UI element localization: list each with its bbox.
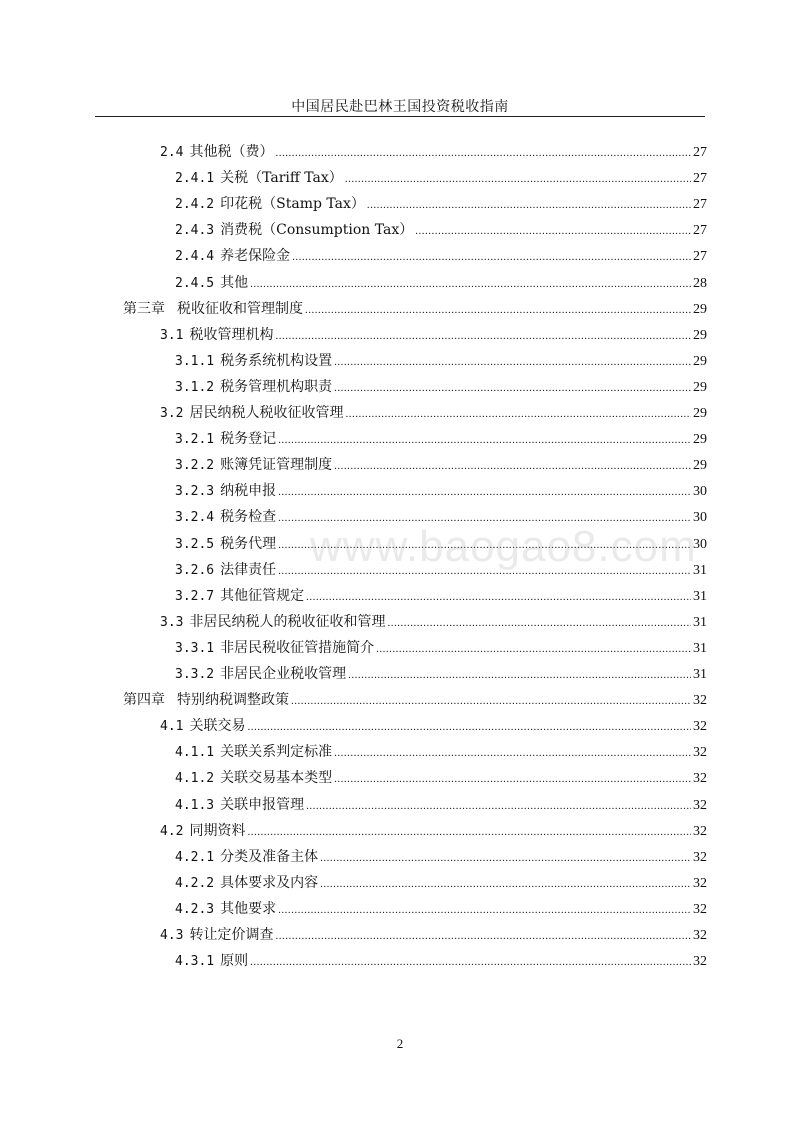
toc-entry[interactable] (160, 819, 707, 843)
toc-entry-number: 3.2.5 (175, 536, 215, 552)
toc-leader-dots (247, 820, 691, 844)
toc-entry-title: 法律责任 (220, 561, 277, 578)
toc-entry-number: 4.3 (160, 928, 184, 943)
toc-entry-number: 第四章 (123, 692, 165, 709)
toc-entry-number: 3.2.4 (175, 510, 215, 526)
toc-entry-title: 非居民税收征管措施简介 (220, 639, 375, 656)
toc-entry[interactable] (175, 166, 707, 190)
toc-entry-page: 29 (693, 301, 707, 317)
toc-entry-title: 税务检查 (220, 509, 277, 526)
toc-leader-dots (278, 428, 691, 452)
toc-entry-title: 税收管理机构 (189, 326, 274, 343)
toc-entry-number: 第三章 (123, 300, 165, 317)
toc-entry-title: 转让定价调查 (189, 927, 274, 943)
toc-leader-dots (250, 950, 691, 974)
toc-entry[interactable] (175, 375, 707, 399)
toc-entry[interactable] (175, 662, 707, 686)
toc-leader-dots (334, 350, 691, 374)
toc-leader-dots (376, 637, 691, 661)
toc-entry[interactable] (123, 297, 707, 321)
toc-entry-number: 3.3.1 (175, 640, 215, 656)
toc-entry-page: 29 (693, 353, 707, 369)
toc-entry-title: 印花税（Stamp Tax） (220, 196, 365, 213)
toc-entry[interactable] (175, 636, 707, 660)
toc-entry-page: 27 (693, 197, 707, 213)
toc-entry-page: 31 (693, 614, 707, 630)
toc-entry[interactable] (160, 714, 707, 738)
toc-leader-dots (275, 324, 691, 348)
toc-entry-title: 非居民纳税人的税收征收和管理 (189, 613, 386, 630)
toc-entry-page: 32 (693, 745, 707, 761)
toc-leader-dots (278, 898, 691, 922)
toc-entry-title: 原则 (220, 953, 249, 970)
toc-leader-dots (345, 402, 691, 426)
toc-entry[interactable] (175, 271, 707, 295)
toc-entry-title: 关税（Tariff Tax） (220, 170, 343, 187)
toc-entry-page: 32 (693, 875, 707, 891)
toc-entry-title: 非居民企业税收管理 (220, 666, 347, 682)
toc-entry-number: 3.2.6 (175, 562, 215, 578)
toc-entry-number: 4.2.3 (175, 901, 215, 917)
toc-entry-title: 账簿凭证管理制度 (220, 457, 333, 474)
toc-entry-page: 30 (693, 484, 707, 500)
toc-entry-page: 32 (693, 849, 707, 865)
toc-entry-page: 29 (693, 327, 707, 343)
toc-leader-dots (320, 872, 691, 896)
toc-entry-title: 关联交易基本类型 (220, 770, 333, 787)
toc-entry-number: 4.1.2 (175, 771, 215, 787)
toc-leader-dots (292, 245, 691, 269)
toc-leader-dots (278, 480, 691, 504)
toc-entry-page: 29 (693, 379, 707, 395)
toc-leader-dots (291, 689, 691, 713)
toc-entry-number: 3.2.3 (175, 484, 215, 500)
toc-leader-dots (275, 141, 691, 165)
toc-leader-dots (334, 376, 691, 400)
toc-entry-title: 其他税（费） (189, 144, 274, 160)
toc-entry[interactable] (175, 453, 707, 477)
toc-entry-number: 3.2.2 (175, 458, 215, 474)
toc-entry-title: 具体要求及内容 (220, 874, 319, 891)
toc-entry[interactable] (160, 401, 707, 425)
toc-entry-page: 32 (693, 928, 707, 943)
toc-entry-number: 2.4 (160, 145, 184, 160)
toc-entry-number: 3.1.1 (175, 353, 215, 369)
toc-entry-title: 税收征收和管理制度 (177, 300, 303, 317)
toc-entry-page: 27 (693, 249, 707, 265)
toc-leader-dots (334, 767, 691, 791)
toc-entry-page: 31 (693, 562, 707, 578)
toc-entry-page: 29 (693, 432, 707, 448)
page-number: 2 (396, 1036, 404, 1051)
toc-leader-dots (345, 167, 691, 191)
toc-entry-title: 居民纳税人税收征收管理 (189, 405, 344, 421)
toc-entry[interactable] (175, 349, 707, 373)
toc-entry-number: 4.2.2 (175, 875, 215, 891)
toc-entry-number: 3.1 (160, 327, 184, 343)
header-rule (95, 116, 705, 117)
toc-entry-page: 29 (693, 406, 707, 421)
toc-entry-title: 消费税（Consumption Tax） (220, 222, 414, 239)
toc-entry-title: 养老保险金 (220, 248, 291, 265)
toc-entry[interactable] (160, 923, 707, 947)
toc-entry-title: 同期资料 (189, 822, 246, 839)
toc-entry-page: 28 (693, 275, 707, 291)
toc-entry-number: 3.2 (160, 406, 184, 421)
toc-entry-number: 2.4.1 (175, 171, 215, 187)
toc-entry-page: 29 (693, 458, 707, 474)
toc-entry-page: 32 (693, 719, 707, 735)
toc-entry-page: 31 (693, 588, 707, 604)
toc-entry[interactable] (175, 427, 707, 451)
toc-entry-title: 关联关系判定标准 (220, 744, 333, 761)
toc-leader-dots (334, 454, 691, 478)
toc-entry[interactable] (175, 218, 707, 242)
toc-entry[interactable] (175, 897, 707, 921)
toc-entry[interactable] (160, 323, 707, 347)
toc-entry-number: 3.3 (160, 614, 184, 630)
toc-entry-number: 4.1.1 (175, 745, 215, 761)
toc-entry-number: 2.4.3 (175, 223, 215, 239)
toc-entry[interactable] (175, 244, 707, 268)
toc-entry-page: 32 (693, 771, 707, 787)
toc-entry[interactable] (175, 740, 707, 764)
toc-entry[interactable] (175, 192, 707, 216)
toc-entry-number: 3.2.1 (175, 432, 215, 448)
toc-entry-title: 关联交易 (189, 718, 246, 735)
toc-entry-page: 27 (693, 171, 707, 187)
toc-entry-page: 32 (693, 954, 707, 970)
toc-leader-dots (348, 663, 691, 687)
toc-entry-page: 27 (693, 145, 707, 160)
toc-entry-title: 税务代理 (220, 535, 277, 552)
toc-entry-title: 关联申报管理 (220, 796, 305, 813)
toc-entry-number: 4.2.1 (175, 849, 215, 865)
toc-entry-page: 32 (693, 823, 707, 839)
toc-entry-number: 4.3.1 (175, 954, 215, 970)
toc-entry[interactable] (175, 793, 707, 817)
toc-entry-title: 税务系统机构设置 (220, 352, 333, 369)
toc-entry-page: 32 (693, 797, 707, 813)
toc-entry[interactable] (175, 845, 707, 869)
toc-leader-dots (367, 193, 691, 217)
toc-leader-dots (305, 298, 691, 322)
toc-entry-title: 其他 (220, 274, 249, 291)
toc-entry[interactable] (175, 871, 707, 895)
toc-leader-dots (306, 794, 691, 818)
toc-leader-dots (415, 219, 691, 243)
toc-entry-page: 31 (693, 640, 707, 656)
toc-leader-dots (275, 924, 691, 948)
watermark: www.baogao8.com (310, 522, 697, 571)
toc-entry-number: 2.4.4 (175, 249, 215, 265)
toc-entry-number: 3.3.2 (175, 667, 215, 682)
toc-entry-number: 3.2.7 (175, 588, 215, 604)
toc-entry-title: 特别纳税调整政策 (177, 692, 289, 709)
toc-entry-number: 2.4.5 (175, 275, 215, 291)
toc-leader-dots (387, 611, 691, 635)
toc-leader-dots (250, 272, 691, 296)
toc-leader-dots (247, 715, 691, 739)
toc-entry-title: 税务登记 (220, 431, 277, 448)
toc-entry[interactable] (160, 610, 707, 634)
toc-entry-page: 32 (693, 901, 707, 917)
toc-entry-page: 30 (693, 536, 707, 552)
toc-entry-number: 2.4.2 (175, 197, 215, 213)
running-header: 中国居民赴巴林王国投资税收指南 (291, 99, 509, 115)
toc-leader-dots (320, 846, 691, 870)
toc-entry-page: 30 (693, 510, 707, 526)
toc-leader-dots (306, 585, 691, 609)
toc-entry[interactable] (175, 584, 707, 608)
toc-entry-number: 4.1 (160, 719, 184, 735)
toc-entry[interactable] (175, 479, 707, 503)
toc-entry-number: 4.1.3 (175, 797, 215, 813)
toc-entry-title: 分类及准备主体 (220, 848, 319, 865)
toc-entry[interactable] (123, 688, 707, 712)
toc-entry[interactable] (175, 949, 707, 973)
toc-entry-title: 其他征管规定 (220, 587, 305, 604)
toc-entry-number: 3.1.2 (175, 379, 215, 395)
toc-entry-page: 32 (693, 693, 707, 709)
toc-entry[interactable] (175, 766, 707, 790)
toc-entry-title: 纳税申报 (220, 483, 277, 500)
toc-entry-title: 税务管理机构职责 (220, 378, 333, 395)
toc-entry[interactable] (160, 140, 707, 164)
toc-entry-page: 27 (693, 223, 707, 239)
toc-entry-number: 4.2 (160, 823, 184, 839)
toc-entry-title: 其他要求 (220, 900, 277, 917)
toc-entry-page: 31 (693, 667, 707, 682)
toc-leader-dots (334, 741, 691, 765)
